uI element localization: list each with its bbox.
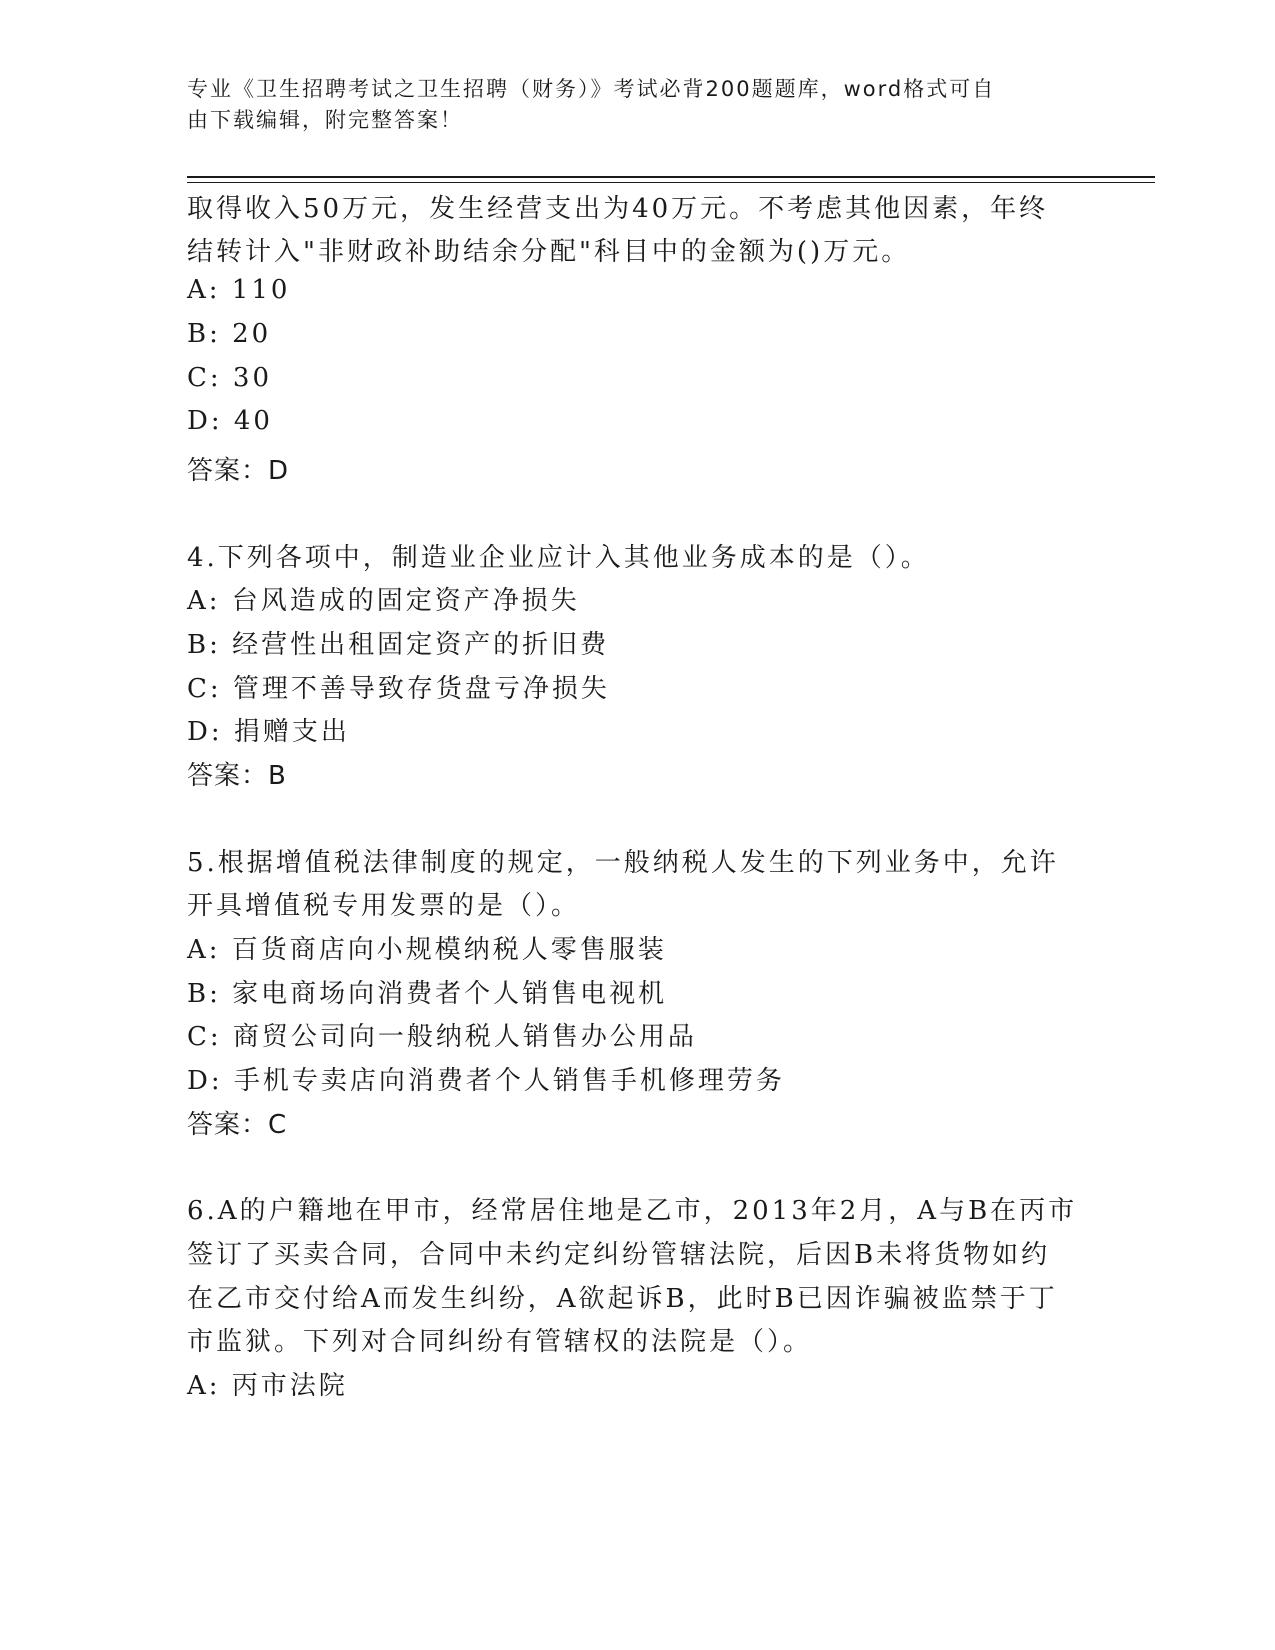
q3-answer: 答案：D: [187, 456, 290, 486]
q3-option-b: B: 20: [187, 319, 272, 349]
document-header: [187, 74, 1067, 136]
q3-stem-line-2: 结转计入"非财政补助结余分配"科目中的金额为()万元。: [187, 237, 911, 267]
q6-stem-line-4: 市监狱。下列对合同纠纷有管辖权的法院是（）。: [187, 1327, 813, 1357]
q3-option-a: A: 110: [187, 275, 291, 305]
q3-option-d: D: 40: [187, 406, 273, 436]
q6-option-a: A: 丙市法院: [187, 1371, 348, 1401]
q5-answer: 答案：C: [187, 1110, 288, 1140]
q4-option-d: D: 捐赠支出: [187, 717, 350, 747]
header-line-1: 专业《卫生招聘考试之卫生招聘（财务）》考试必背200题题库，word格式可自: [187, 77, 996, 101]
q6-stem-line-1: 6.A的户籍地在甲市，经常居住地是乙市，2013年2月，A与B在丙市: [187, 1196, 1078, 1226]
q3-stem-line-1: 取得收入50万元，发生经营支出为40万元。不考虑其他因素，年终: [187, 194, 1049, 224]
header-rule-thin: [187, 182, 1155, 183]
q4-option-b: B: 经营性出租固定资产的折旧费: [187, 630, 610, 660]
q4-stem-line-1: 4.下列各项中，制造业企业应计入其他业务成本的是（）。: [187, 543, 930, 573]
header-rule-thick: [187, 176, 1155, 178]
q5-option-a: A: 百货商店向小规模纳税人零售服装: [187, 935, 667, 965]
q5-option-d: D: 手机专卖店向消费者个人销售手机修理劳务: [187, 1066, 785, 1096]
q4-option-c: C: 管理不善导致存货盘亏净损失: [187, 674, 610, 704]
header-line-2: 由下载编辑，附完整答案！: [187, 108, 463, 132]
q5-stem-line-2: 开具增值税专用发票的是（）。: [187, 891, 581, 921]
q4-option-a: A: 台风造成的固定资产净损失: [187, 586, 580, 616]
q3-option-c: C: 30: [187, 363, 273, 393]
q5-option-b: B: 家电商场向消费者个人销售电视机: [187, 979, 668, 1009]
q6-stem-line-2: 签订了买卖合同，合同中未约定纠纷管辖法院，后因B未将货物如约: [187, 1240, 1051, 1270]
q5-stem-line-1: 5.根据增值税法律制度的规定，一般纳税人发生的下列业务中，允许: [187, 848, 1059, 878]
q4-answer: 答案：B: [187, 761, 287, 791]
q6-stem-line-3: 在乙市交付给A而发生纠纷，A欲起诉B，此时B已因诈骗被监禁于丁: [187, 1284, 1058, 1314]
q5-option-c: C: 商贸公司向一般纳税人销售办公用品: [187, 1022, 697, 1052]
